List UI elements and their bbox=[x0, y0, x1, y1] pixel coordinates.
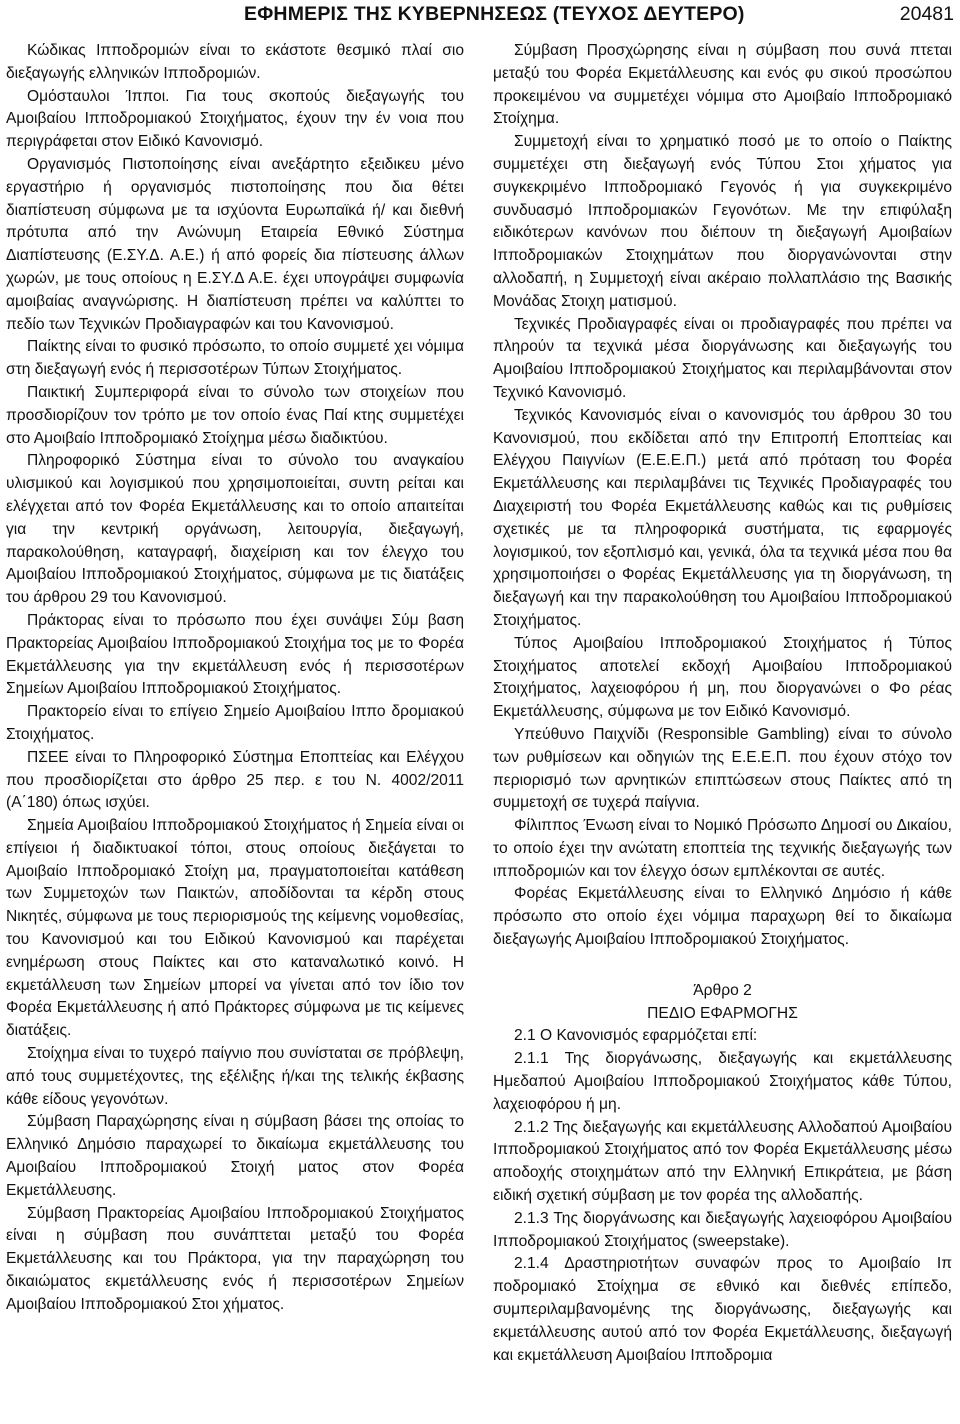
paragraph: Οργανισμός Πιστοποίησης είναι ανεξάρτητο εξειδικευ μένο εργαστήριο ή οργανισμός πιστοποίησης που δια θέτει διαπίστευση σύμφωνα με τα ισχύοντα Ευρωπαϊκά ή/ και διεθνή πρότυπα από την Ανώνυμη Εταιρεία Εθνικό Σύστημα Διαπίστευσης (Ε.ΣΥ.Δ. Α.Ε.) ή από φορείς δια πίστευσης άλλων χωρών, με τους οποίους η Ε.ΣΥ.Δ Α.Ε. έχει υπογράψει συμφωνία αμοιβαίας αναγνώρισης. Η διαπίστευση πρέπει να καλύπτει το πεδίο των Τεχνικών Προδιαγραφών και του Κανονισμού. bbox=[6, 155, 464, 333]
paragraph: Τεχνικός Κανονισμός είναι ο κανονισμός του άρθρου 30 του Κανονισμού, που εκδίδεται από την Επιτροπή Εποπτείας και Ελέγχου Παιγνίων (Ε.Ε.Ε.Π.) μετά από πρόταση του Φορέα Εκμετάλλευσης και περιλαμβάνει τις Τεχνικές Προδιαγραφές του Διαχειριστή του Φορέα Εκμετάλλευσης καθώς και τις ρυθμίσεις σχετικές με τα πληροφορικά συστήματα, τις εφαρμογές λογισμικού, τον εξοπλισμό και, γενικά, όλα τα τεχνικά μέσα που θα χρησιμοποιήσει ο Φορέας Εκμετάλλευσης για τη διοργάνωση, τη διεξαγωγή και την παρακολούθηση του Αμοιβαίου Ιπποδρομιακού Στοιχήματος. bbox=[493, 406, 952, 629]
paragraph: Στοίχημα είναι το τυχερό παίγνιο που συνίσταται σε πρόβλεψη, από τους συμμετέχοντες, της εξέλιξης ή/και της τελικής έκβασης κάθε είδους γεγονότων. bbox=[6, 1045, 464, 1108]
paragraph: Τύπος Αμοιβαίου Ιπποδρομιακού Στοιχήματος ή Τύπος Στοιχήματος αποτελεί εκδοχή Αμοιβαίου Ιπποδρομιακού Στοιχήματος, λαχειοφόρου ή μη, που διοργανώνει ο Φο ρέας Εκμετάλλευσης, σύμφωνα με τον Ειδικό Κανονισμό. bbox=[493, 634, 952, 721]
paragraph: 2.1.1 Της διοργάνωσης, διεξαγωγής και εκμετάλλευσης Ημεδαπού Αμοιβαίου Ιπποδρομιακού Στοιχήματος κάθε Τύπου, λαχειοφόρου ή μη. bbox=[493, 1050, 952, 1113]
article-number: Άρθρο 2 bbox=[693, 981, 752, 999]
paragraph: Τεχνικές Προδιαγραφές είναι οι προδιαγραφές που πρέπει να πληρούν τα τεχνικά μέσα διοργάνωσης και διεξαγωγής του Αμοιβαίου Ιπποδρομιακού Στοιχήματος και περιλαμβάνονται στον Τεχνικό Κανονισμό. bbox=[493, 315, 952, 401]
paragraph: Παίκτης είναι το φυσικό πρόσωπο, το οποίο συμμετέ χει νόμιμα στη διεξαγωγή ενός ή περισσοτέρων Τύπων Στοιχήματος. bbox=[6, 338, 464, 379]
article-title: ΠΕΔΙΟ ΕΦΑΡΜΟΓΗΣ bbox=[647, 1004, 798, 1022]
paragraph: Πληροφορικό Σύστημα είναι το σύνολο του αναγκαίου υλισμικού και λογισμικού που χρησιμοποιείται, συντη ρείται και ελέγχεται από τον Φορέα Εκμετάλλευσης και το οποίο απαιτείται για την κεντρική οργάνωση, λειτουργία, διεξαγωγή, παρακολούθηση, καταγραφή, διαχείριση και τον έλεγχο του Αμοιβαίου Ιπποδρομιακού Στοιχήματος, σύμφωνα με τις διατάξεις του άρθρου 29 του Κανονισμού. bbox=[6, 452, 464, 607]
paragraph: Σύμβαση Προσχώρησης είναι η σύμβαση που συνά πτεται μεταξύ του Φορέα Εκμετάλλευσης και ενός φυ σικού προσώπου προκειμένου να συμμετέχει νόμιμα στο Αμοιβαίο Ιπποδρομιακό Στοίχημα. bbox=[493, 42, 952, 128]
paragraph: Φίλιππος Ένωση είναι το Νομικό Πρόσωπο Δημοσί ου Δικαίου, το οποίο έχει την ανώτατη εποπτεία της τεχνικής διεξαγωγής των ιπποδρομιών και τον έλεγχο όσων εμπλέκονται σε αυτές. bbox=[493, 817, 952, 880]
paragraph: Ομόσταυλοι Ίπποι. Για τους σκοπούς διεξαγωγής του Αμοιβαίου Ιπποδρομιακού Στοιχήματος, έχουν την έν νοια που περιγράφεται στον Ειδικό Κανονισμό. bbox=[6, 87, 464, 151]
gazette-title: ΕΦΗΜΕΡΙΣ ΤΗΣ ΚΥΒΕΡΝΗΣΕΩΣ (ΤΕΥΧΟΣ ΔΕΥΤΕΡΟ) bbox=[244, 3, 745, 25]
paragraph: Συμμετοχή είναι το χρηματικό ποσό με το οποίο ο Παίκτης συμμετέχει στη διεξαγωγή ενός Τύπου Στοι χήματος για συγκεκριμένο Ιπποδρομιακό Γεγονός ή για συγκεκριμένο συνδυασμό Ιπποδρομιακών Γεγονότων. Με την επιφύλαξη ειδικότερων κανόνων που διέπουν τη διεξαγωγή Αμοιβαίων Ιπποδρομιακών Στοιχημάτων που διοργανώνονται στην αλλοδαπή, η Συμμετοχή είναι ακέραιο πολλαπλάσιο της Βασικής Μονάδας Στοιχη ματισμού. bbox=[493, 133, 952, 310]
paragraph: 2.1.2 Της διεξαγωγής και εκμετάλλευσης Αλλοδαπού Αμοιβαίου Ιπποδρομιακού Στοιχήματος από τον Φορέα Εκμετάλλευσης μέσω αποδοχής στοιχημάτων από την Ελληνική Επικράτεια, με βάση ειδική σχετική σύμβαση με τον φορέα της αλλοδαπής. bbox=[493, 1118, 952, 1205]
paragraph: Πρακτορείο είναι το επίγειο Σημείο Αμοιβαίου Ιππο δρομιακού Στοιχήματος. bbox=[6, 703, 464, 743]
left-column bbox=[6, 40, 464, 1317]
paragraph: Σύμβαση Πρακτορείας Αμοιβαίου Ιπποδρομιακού Στοιχήματος είναι η σύμβαση που συνάπτεται μεταξύ του Φορέα Εκμετάλλευσης και του Πράκτορα, για την παραχώρηση του δικαιώματος εκμετάλλευσης ενός ή περισσοτέρων Σημείων Αμοιβαίου Ιπποδρομιακού Στοι χήματος. bbox=[6, 1204, 464, 1313]
paragraph: Κώδικας Ιπποδρομιών είναι το εκάστοτε θεσμικό πλαί σιο διεξαγωγής ελληνικών Ιπποδρομιών. bbox=[6, 42, 464, 82]
paragraph: 2.1.3 Της διοργάνωσης και διεξαγωγής λαχειοφόρου Αμοιβαίου Ιπποδρομιακού Στοιχήματος (sweepstake). bbox=[493, 1209, 952, 1250]
page-number: 20481 bbox=[899, 3, 954, 25]
right-column bbox=[493, 40, 952, 1367]
paragraph: Σύμβαση Παραχώρησης είναι η σύμβαση βάσει της οποίας το Ελληνικό Δημόσιο παραχωρεί το δικαίωμα εκμετάλλευσης του Αμοιβαίου Ιπποδρομιακού Στοιχή ματος στον Φορέα Εκμετάλλευσης. bbox=[6, 1113, 464, 1199]
paragraph: 2.1.4 Δραστηριοτήτων συναφών προς το Αμοιβαίο Ιπ ποδρομιακό Στοίχημα σε εθνικό και διεθνές επίπεδο, συμπεριλαμβανομένης της διοργάνωσης, διεξαγωγής και εκμετάλλευσης αυτού από τον Φορέα Εκμετάλλευσης, διεξαγωγή και εκμετάλλευση Αμοιβαίου Ιπποδρομια bbox=[493, 1255, 952, 1364]
paragraph: ΠΣΕΕ είναι το Πληροφορικό Σύστημα Εποπτείας και Ελέγχου που προσδιορίζεται στο άρθρο 25 περ. ε του Ν. 4002/2011 (Α΄180) όπως ισχύει. bbox=[6, 748, 464, 812]
paragraph: Πράκτορας είναι το πρόσωπο που έχει συνάψει Σύμ βαση Πρακτορείας Αμοιβαίου Ιπποδρομιακού Στοιχήμα τος με το Φορέα Εκμετάλλευσης για την εκμετάλλευση ενός ή περισσοτέρων Σημείων Αμοιβαίου Ιπποδρομιακού Στοιχήματος. bbox=[6, 611, 464, 698]
paragraph: Φορέας Εκμετάλλευσης είναι το Ελληνικό Δημόσιο ή κάθε πρόσωπο στο οποίο έχει νόμιμα παραχωρη θεί το δικαίωμα διεξαγωγής Αμοιβαίου Ιπποδρομιακού Στοιχήματος. bbox=[493, 885, 952, 949]
paragraph: Υπεύθυνο Παιχνίδι (Responsible Gambling) είναι το σύνολο των ρυθμίσεων και οδηγιών της Ε.Ε.Ε.Π. που έχουν στόχο τον περιορισμό των αρνητικών επιπτώσεων στους Παίκτες από τη συμμετοχή σε τυχερά παίγνια. bbox=[493, 725, 952, 812]
paragraph: Παικτική Συμπεριφορά είναι το σύνολο των στοιχείων που προσδιορίζουν τον τρόπο με τον οποίο ένας Παί κτης συμμετέχει στο Αμοιβαίο Ιπποδρομιακό Στοίχημα μέσω διαδικτύου. bbox=[6, 383, 464, 447]
page-header bbox=[0, 0, 960, 34]
article-heading bbox=[493, 980, 952, 1026]
paragraph: 2.1 Ο Κανονισμός εφαρμόζεται επί: bbox=[514, 1027, 758, 1045]
paragraph: Σημεία Αμοιβαίου Ιπποδρομιακού Στοιχήματος ή Σημεία είναι οι επίγειοι ή διαδικτυακοί τόποι, στους οποίους διεξάγεται το Αμοιβαίο Ιπποδρομιακό Στοίχη μα, πραγματοποιείται κατάθεση των Συμμετοχών των Παικτών, αποδίδονται τα κέρδη στους Νικητές, σύμφωνα με τους περιορισμούς της κείμενης νομοθεσίας, του Κανονισμού και του Ειδικού Κανονισμού και παρέχεται ενημέρωση στους Παίκτες και στο καταναλωτικό κοινό. Η εκμετάλλευση των Σημείων μπορεί να γίνεται από τον ίδιο τον Φορέα Εκμετάλλευσης ή από Πράκτορες σύμφωνα με τις κείμενες διατάξεις. bbox=[6, 817, 464, 1040]
